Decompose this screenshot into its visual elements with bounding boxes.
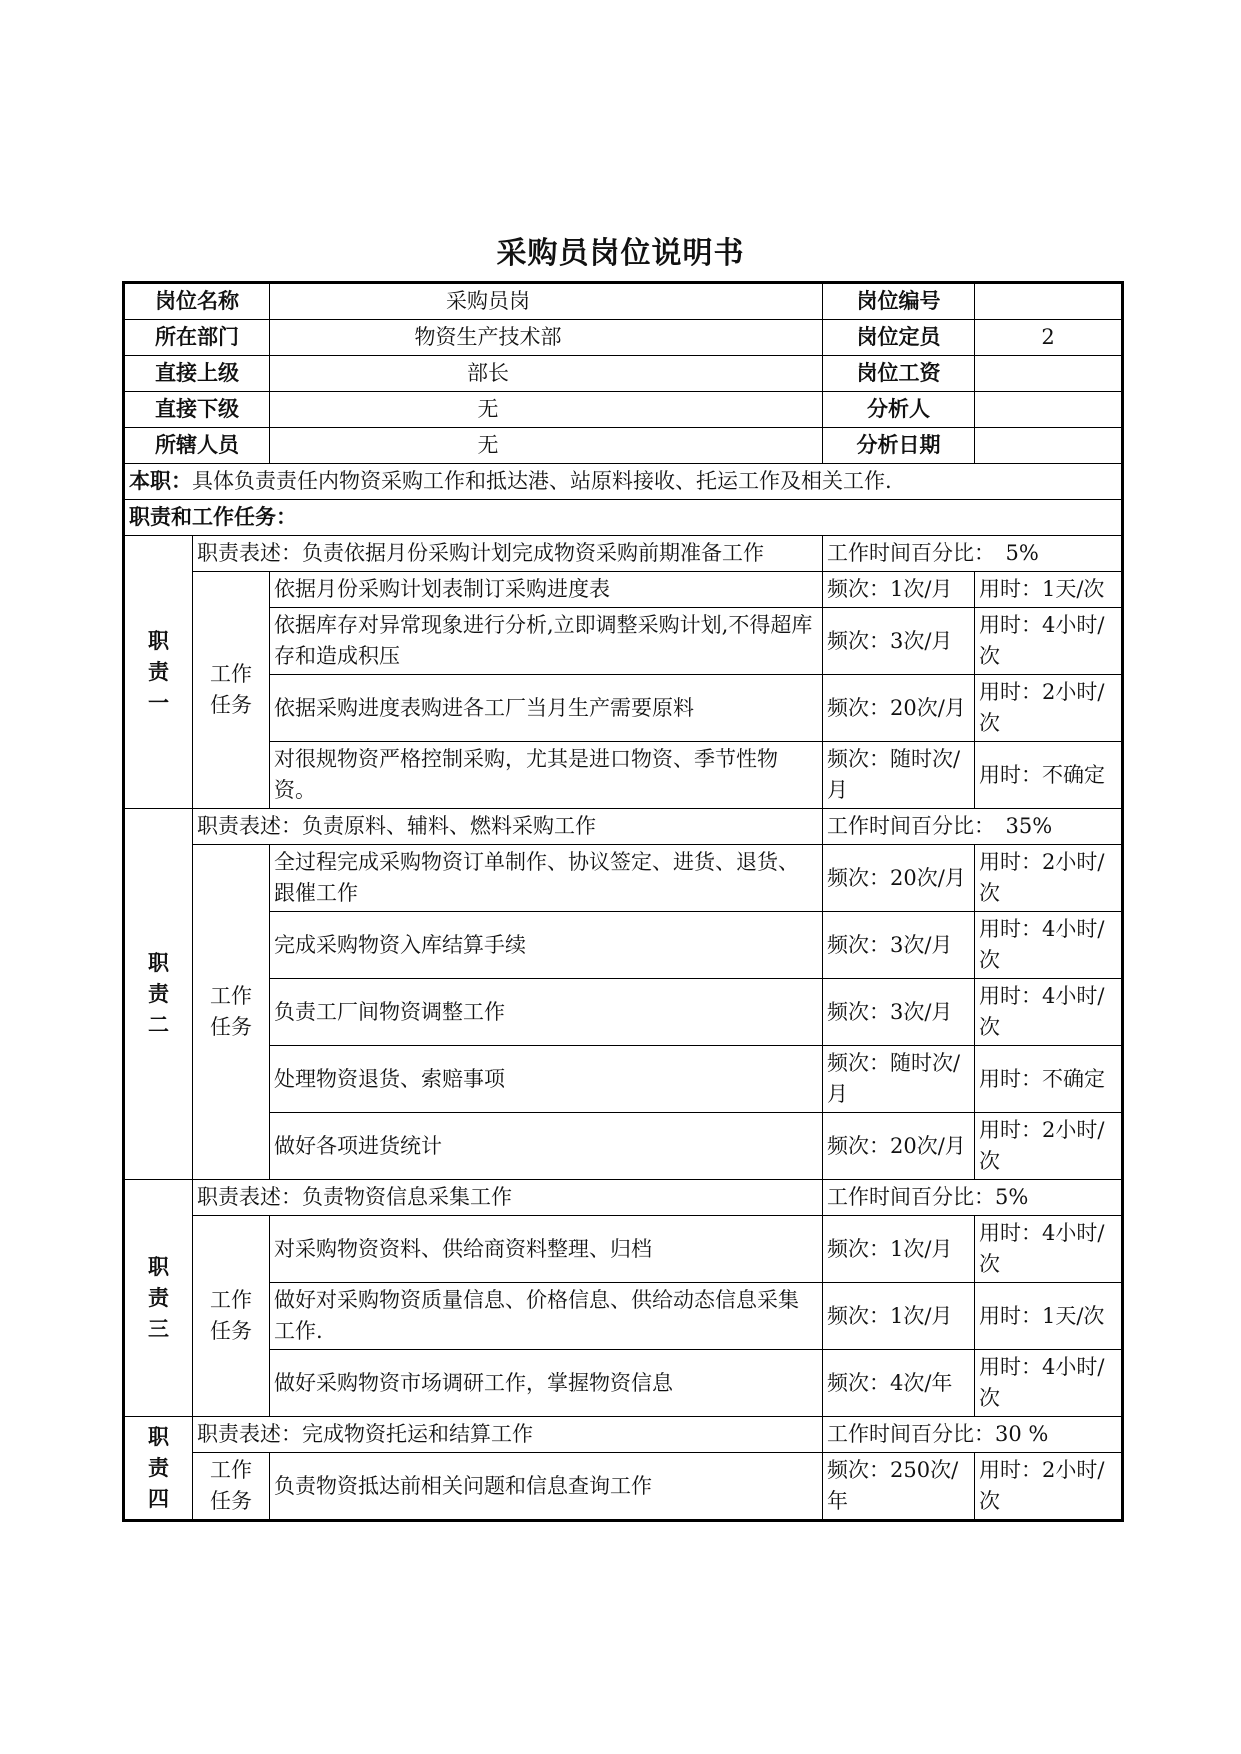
task-freq: 频次：3次/月 <box>823 979 975 1046</box>
subordinate-label: 直接下级 <box>124 392 270 428</box>
post-no-label: 岗位编号 <box>823 283 975 320</box>
task-text: 依据库存对异常现象进行分析,立即调整采购计划,不得超库存和造成积压 <box>270 608 823 675</box>
duty-percent: 工作时间百分比： 5% <box>823 536 1123 572</box>
task-time: 用时：1天/次 <box>975 572 1123 608</box>
date-label: 分析日期 <box>823 428 975 464</box>
duty-desc-row <box>124 1417 1123 1453</box>
task-time: 用时：4小时/次 <box>975 979 1123 1046</box>
duty-desc: 职责表述：负责依据月份采购计划完成物资采购前期准备工作 <box>193 536 823 572</box>
task-label-text: 工作任务 <box>210 984 252 1039</box>
task-freq: 频次：4次/年 <box>823 1350 975 1417</box>
task-text: 对很规物资严格控制采购，尤其是进口物资、季节性物资。 <box>270 742 823 809</box>
salary-value <box>975 356 1123 392</box>
task-row <box>124 979 1123 1046</box>
main-duty-cell <box>124 464 1123 500</box>
task-label-text: 工作任务 <box>210 662 252 717</box>
post-name-label: 岗位名称 <box>124 283 270 320</box>
task-time: 用时：4小时/次 <box>975 912 1123 979</box>
analyst-label: 分析人 <box>823 392 975 428</box>
staff-label: 所辖人员 <box>124 428 270 464</box>
tasks-header-row <box>124 500 1123 536</box>
duty-title-text: 职责一 <box>148 628 169 715</box>
main-duty-row <box>124 464 1123 500</box>
task-time: 用时：不确定 <box>975 1046 1123 1113</box>
task-time: 用时：2小时/次 <box>975 675 1123 742</box>
task-freq: 频次：20次/月 <box>823 845 975 912</box>
task-time: 用时：2小时/次 <box>975 1453 1123 1521</box>
analyst-value <box>975 392 1123 428</box>
duty-title <box>124 1417 193 1521</box>
task-row <box>124 1350 1123 1417</box>
task-row <box>124 845 1123 912</box>
subordinate-value: 无 <box>270 392 823 428</box>
headcount-value: 2 <box>975 320 1123 356</box>
task-row <box>124 1113 1123 1180</box>
info-row <box>124 428 1123 464</box>
task-text: 负责工厂间物资调整工作 <box>270 979 823 1046</box>
page-title: 采购员岗位说明书 <box>496 236 745 271</box>
salary-label: 岗位工资 <box>823 356 975 392</box>
task-text: 依据采购进度表购进各工厂当月生产需要原料 <box>270 675 823 742</box>
task-freq: 频次：1次/月 <box>823 1216 975 1283</box>
task-text: 对采购物资资料、供给商资料整理、归档 <box>270 1216 823 1283</box>
task-label-text: 工作任务 <box>210 1458 252 1513</box>
info-row <box>124 392 1123 428</box>
info-row <box>124 356 1123 392</box>
task-time: 用时：4小时/次 <box>975 608 1123 675</box>
task-row <box>124 572 1123 608</box>
task-row <box>124 1453 1123 1521</box>
task-time: 用时：4小时/次 <box>975 1216 1123 1283</box>
duty-title-text: 职责三 <box>148 1254 169 1341</box>
task-row <box>124 608 1123 675</box>
task-freq: 频次：1次/月 <box>823 1283 975 1350</box>
task-freq: 频次：3次/月 <box>823 912 975 979</box>
duty-percent: 工作时间百分比：5% <box>823 1180 1123 1216</box>
duty-desc: 职责表述：完成物资托运和结算工作 <box>193 1417 823 1453</box>
info-row <box>124 283 1123 320</box>
task-freq: 频次：250次/年 <box>823 1453 975 1521</box>
task-text: 做好各项进货统计 <box>270 1113 823 1180</box>
staff-value: 无 <box>270 428 823 464</box>
task-time: 用时：不确定 <box>975 742 1123 809</box>
task-row <box>124 1283 1123 1350</box>
duty-desc-row <box>124 536 1123 572</box>
duty-desc-row <box>124 1180 1123 1216</box>
task-time: 用时：2小时/次 <box>975 1113 1123 1180</box>
task-text: 全过程完成采购物资订单制作、协议签定、进货、退货、跟催工作 <box>270 845 823 912</box>
task-time: 用时：4小时/次 <box>975 1350 1123 1417</box>
main-duty-text: 具体负责责任内物资采购工作和抵达港、站原料接收、托运工作及相关工作. <box>192 469 892 493</box>
info-row <box>124 320 1123 356</box>
post-no-value <box>975 283 1123 320</box>
task-row <box>124 675 1123 742</box>
task-label <box>193 1216 270 1417</box>
task-label <box>193 845 270 1180</box>
job-description-table <box>122 281 1124 1522</box>
task-row <box>124 1046 1123 1113</box>
superior-value: 部长 <box>270 356 823 392</box>
task-label-text: 工作任务 <box>210 1288 252 1343</box>
task-freq: 频次：随时次/ 月 <box>823 742 975 809</box>
duty-desc: 职责表述：负责原料、辅料、燃料采购工作 <box>193 809 823 845</box>
duty-title-text: 职责二 <box>148 950 169 1037</box>
duty-percent: 工作时间百分比： 35% <box>823 809 1123 845</box>
duty-title <box>124 1180 193 1417</box>
task-freq: 频次：20次/月 <box>823 1113 975 1180</box>
task-text: 做好采购物资市场调研工作，掌握物资信息 <box>270 1350 823 1417</box>
duty-percent: 工作时间百分比：30 % <box>823 1417 1123 1453</box>
duty-title-text: 职责四 <box>148 1424 169 1511</box>
duty-desc: 职责表述：负责物资信息采集工作 <box>193 1180 823 1216</box>
post-name-value: 采购员岗 <box>270 283 823 320</box>
task-row <box>124 1216 1123 1283</box>
task-text: 依据月份采购计划表制订采购进度表 <box>270 572 823 608</box>
task-row <box>124 912 1123 979</box>
task-freq: 频次：随时次/ 月 <box>823 1046 975 1113</box>
headcount-label: 岗位定员 <box>823 320 975 356</box>
task-freq: 频次：1次/月 <box>823 572 975 608</box>
task-freq: 频次：20次/月 <box>823 675 975 742</box>
dept-label: 所在部门 <box>124 320 270 356</box>
tasks-header: 职责和工作任务： <box>124 500 1123 536</box>
duty-title <box>124 809 193 1180</box>
duty-desc-row <box>124 809 1123 845</box>
task-time: 用时：2小时/次 <box>975 845 1123 912</box>
task-label <box>193 1453 270 1521</box>
task-time: 用时：1天/次 <box>975 1283 1123 1350</box>
main-duty-label: 本职： <box>129 469 192 493</box>
task-row <box>124 742 1123 809</box>
superior-label: 直接上级 <box>124 356 270 392</box>
date-value <box>975 428 1123 464</box>
dept-value: 物资生产技术部 <box>270 320 823 356</box>
task-text: 完成采购物资入库结算手续 <box>270 912 823 979</box>
task-text: 做好对采购物资质量信息、价格信息、供给动态信息采集工作. <box>270 1283 823 1350</box>
duty-title <box>124 536 193 809</box>
task-text: 处理物资退货、索赔事项 <box>270 1046 823 1113</box>
task-label <box>193 572 270 809</box>
task-text: 负责物资抵达前相关问题和信息查询工作 <box>270 1453 823 1521</box>
task-freq: 频次：3次/月 <box>823 608 975 675</box>
